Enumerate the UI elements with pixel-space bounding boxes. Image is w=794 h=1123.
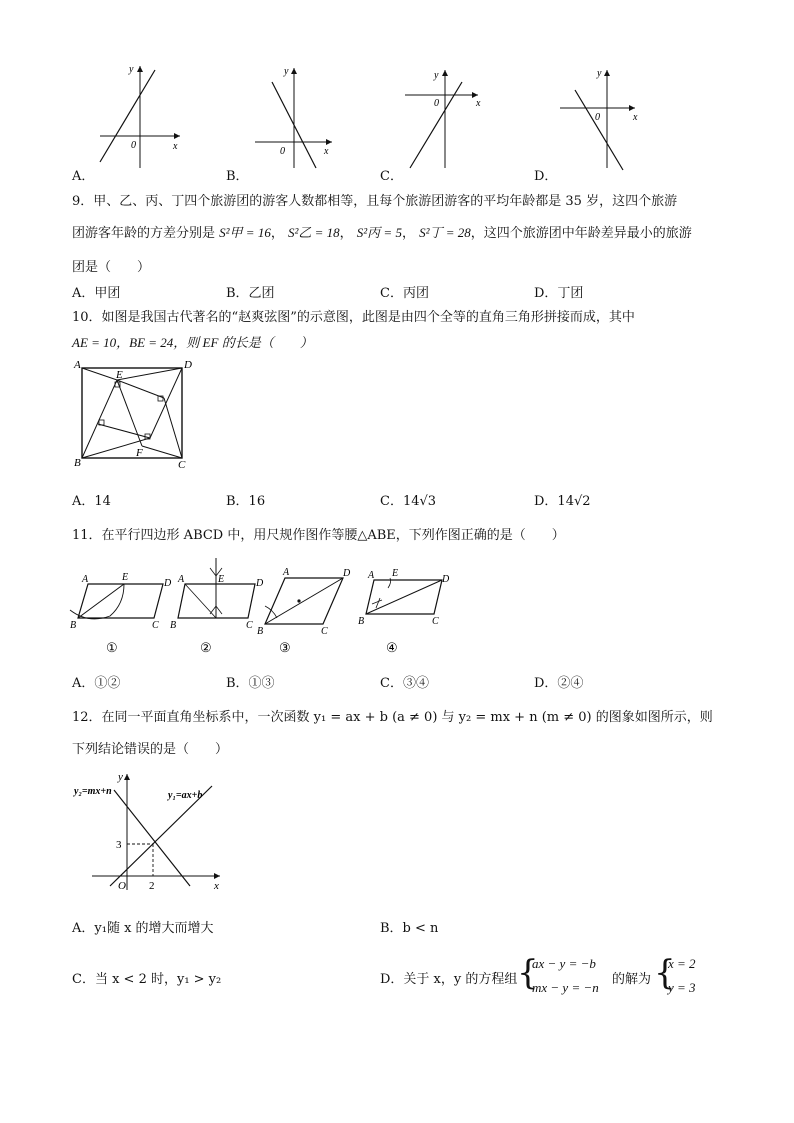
q8c-origin: 0 <box>434 98 439 109</box>
q11-fig3-label: ③ <box>279 640 291 655</box>
q12-option-b: B．b < n <box>380 921 439 936</box>
q8a-x-label: x <box>173 141 178 152</box>
svg-text:A: A <box>368 570 375 581</box>
q12-origin: O <box>118 880 126 892</box>
q9-var-bing: S²丙 = 5 <box>356 225 402 240</box>
q9-var-jia: S²甲 = 16 <box>219 225 271 240</box>
q8-graph-a <box>95 60 195 170</box>
q11-option-c: C．③④ <box>380 676 429 691</box>
q12-option-c: C．当 x < 2 时，y₁ > y₂ <box>72 972 222 987</box>
q8-graph-b <box>250 60 350 170</box>
svg-text:D: D <box>164 578 172 589</box>
svg-text:B: B <box>170 620 177 631</box>
q9-line2: 团游客年龄的方差分别是 S²甲 = 16， S²乙 = 18， S²丙 = 5， S²丁 = 28，这四个旅游团中年龄差异最小的旅游 <box>72 225 692 241</box>
svg-text:E: E <box>218 574 225 585</box>
q11-fig2-label: ② <box>200 640 212 655</box>
q9-var-ding: S²丁 = 28 <box>419 225 471 240</box>
svg-text:C: C <box>432 616 439 627</box>
q9-option-a: A．甲团 <box>72 286 121 301</box>
q10-line1: 10．如图是我国古代著名的“赵爽弦图”的示意图，此图是由四个全等的直角三角形拼接而成，其中 <box>72 310 635 325</box>
q12-sol1: x = 2 <box>668 956 696 971</box>
svg-text:C: C <box>321 626 328 637</box>
q8b-y-label: y <box>284 66 289 77</box>
q12-eq1: ax − y = −b <box>532 956 596 971</box>
svg-text:E: E <box>122 572 129 583</box>
q12-tick-x: 2 <box>149 880 155 892</box>
q8-graph-d <box>555 60 655 170</box>
q11-option-a: A．①② <box>72 676 121 691</box>
q10-label-f: F <box>136 447 143 459</box>
q8-option-c: C． <box>380 169 403 184</box>
q10-label-a: A <box>74 359 81 371</box>
q9-line1: 9．甲、乙、丙、丁四个旅游团的游客人数都相等，且每个旅游团游客的平均年龄都是 35 岁，这四个旅游 <box>72 194 678 209</box>
q11-figure-1 <box>68 566 178 656</box>
q8-option-b: B． <box>226 169 249 184</box>
q12-label-y1: y₁=ax+b <box>168 790 203 801</box>
q12-eq2: mx − y = −n <box>532 980 599 995</box>
q12-axis-x: x <box>214 880 219 892</box>
svg-text:B: B <box>70 620 77 631</box>
q10-option-c: C．14√3 <box>380 494 437 509</box>
q8c-y-label: y <box>434 70 439 81</box>
q12-line1: 12．在同一平面直角坐标系中，一次函数 y₁ = ax + b (a ≠ 0) 与 y₂ = mx + n (m ≠ 0) 的图象如图所示，则 <box>72 710 713 725</box>
q12-brace-left: { <box>517 953 539 993</box>
svg-text:D: D <box>256 578 264 589</box>
q8d-x-label: x <box>633 112 638 123</box>
q11-fig1-label: ① <box>106 640 118 655</box>
q11-option-b: B．①③ <box>226 676 275 691</box>
q9-option-c: C．丙团 <box>380 286 429 301</box>
q10-label-c: C <box>178 459 186 471</box>
q12-label-y2: y₂=mx+n <box>74 786 112 797</box>
q9-line3: 团是（ ） <box>72 260 151 275</box>
q10-option-d: D．14√2 <box>534 494 591 509</box>
svg-text:E: E <box>392 568 399 579</box>
svg-text:D: D <box>343 568 351 579</box>
svg-text:C: C <box>152 620 159 631</box>
q12-option-d-mid: 的解为 <box>612 972 652 987</box>
q9-line2-a: 团游客年龄的方差分别是 <box>72 226 216 241</box>
q10-option-b: B．16 <box>226 494 266 509</box>
q10-label-b: B <box>74 457 81 469</box>
q9-option-b: B．乙团 <box>226 286 275 301</box>
q12-option-d-prefix: D．关于 x，y 的方程组 <box>380 972 518 987</box>
q11-figure-4 <box>358 566 458 656</box>
svg-text:C: C <box>246 620 253 631</box>
q9-var-yi: S²乙 = 18 <box>287 225 340 240</box>
q9-option-d: D．丁团 <box>534 286 584 301</box>
q11-figure-3 <box>255 566 355 656</box>
q12-sol2: y = 3 <box>668 980 696 995</box>
q8-option-d: D． <box>534 169 558 184</box>
q10-line2: AE = 10，BE = 24，则 EF 的长是（ ） <box>72 335 313 350</box>
q9-line2-b: ，这四个旅游团中年龄差异最小的旅游 <box>470 226 692 241</box>
q8d-y-label: y <box>597 68 602 79</box>
q10-label-e: E <box>116 369 123 381</box>
q12-option-a: A．y₁随 x 的增大而增大 <box>72 921 214 936</box>
svg-text:A: A <box>283 567 290 578</box>
q10-option-a: A．14 <box>72 494 111 509</box>
q8c-x-label: x <box>476 98 481 109</box>
q8b-x-label: x <box>324 146 329 157</box>
q8-graph-c <box>400 60 500 170</box>
q11-fig4-label: ④ <box>386 640 398 655</box>
q12-brace-right: { <box>654 953 676 993</box>
q12-axis-y: y <box>118 771 123 783</box>
svg-text:B: B <box>257 626 264 637</box>
q10-label-d: D <box>184 359 192 371</box>
q11-line1: 11．在平行四边形 ABCD 中，用尺规作图作等腰△ABE，下列作图正确的是（ ） <box>72 528 565 543</box>
q12-tick-y: 3 <box>116 839 122 851</box>
q8a-y-label: y <box>129 64 134 75</box>
svg-text:D: D <box>442 574 450 585</box>
svg-text:B: B <box>358 616 365 627</box>
svg-text:A: A <box>178 574 185 585</box>
q12-line2: 下列结论错误的是（ ） <box>72 742 229 757</box>
q12-graph <box>72 768 232 898</box>
q8b-origin: 0 <box>280 146 285 157</box>
q11-option-d: D．②④ <box>534 676 584 691</box>
q8d-origin: 0 <box>595 112 600 123</box>
q10-zhao-shuang-figure <box>72 358 202 473</box>
q8-option-a: A． <box>72 169 95 184</box>
svg-text:A: A <box>82 574 89 585</box>
q8a-origin: 0 <box>131 140 136 151</box>
